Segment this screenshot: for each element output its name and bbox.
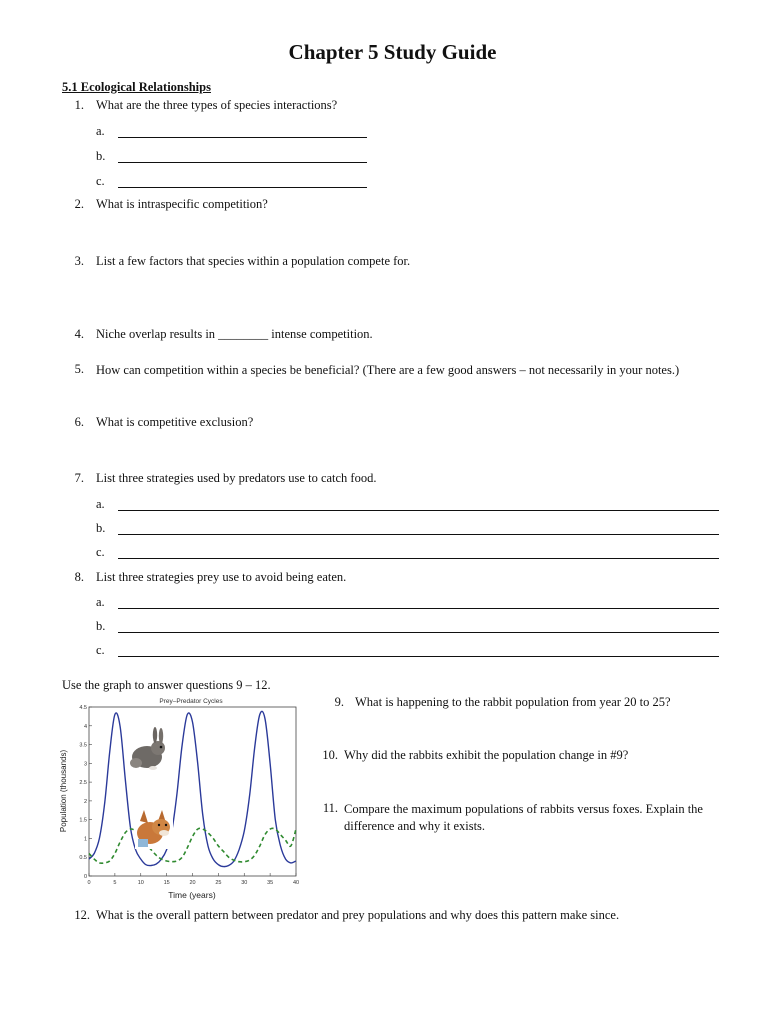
answer-line-a[interactable] xyxy=(118,137,367,138)
fox-image xyxy=(135,810,173,849)
answer-line-a[interactable] xyxy=(118,510,719,511)
question-text: Compare the maximum populations of rabbits versus foxes. Explain the difference and why it exists. xyxy=(344,802,703,833)
answer-line-b[interactable] xyxy=(118,632,719,633)
question-number: 5. xyxy=(74,362,84,376)
question-number: 3. xyxy=(74,254,84,268)
answer-letter-b: b. xyxy=(96,521,106,535)
prey-predator-graph xyxy=(58,693,302,903)
question-number: 4. xyxy=(74,327,84,341)
answer-letter-b: b. xyxy=(96,149,106,163)
question-text: Niche overlap results in ________ intense competition. xyxy=(96,327,373,341)
x-axis-label: Time (years) xyxy=(168,890,216,900)
question-number: 12. xyxy=(74,908,90,922)
y-tick-label: 2 xyxy=(83,798,87,805)
answer-line-c[interactable] xyxy=(118,187,367,188)
question-number: 2. xyxy=(74,197,84,211)
x-tick-label: 5 xyxy=(113,880,117,886)
graph-instructions: Use the graph to answer questions 9 – 12. xyxy=(62,678,271,692)
question-text: Why did the rabbits exhibit the population change in #9? xyxy=(344,748,629,762)
chart-title: Prey–Predator Cycles xyxy=(159,698,223,705)
question-number: 10. xyxy=(322,748,338,762)
answer-letter-c: c. xyxy=(96,174,105,188)
answer-letter-c: c. xyxy=(96,545,105,559)
answer-letter-a: a. xyxy=(96,497,105,511)
answer-line-b[interactable] xyxy=(118,162,367,163)
x-tick-label: 10 xyxy=(137,880,144,886)
question-text: List three strategies used by predators use to catch food. xyxy=(96,471,377,485)
answer-letter-c: c. xyxy=(96,643,105,657)
question-number: 9. xyxy=(334,695,344,709)
question-number: 7. xyxy=(74,471,84,485)
answer-line-a[interactable] xyxy=(118,608,719,609)
y-axis-label: Population (thousands) xyxy=(59,749,68,833)
question-text: What is happening to the rabbit population from year 20 to 25? xyxy=(355,695,671,709)
y-tick-label: 1.5 xyxy=(79,817,87,824)
question-text: What is the overall pattern between predator and prey populations and why does this pattern make since. xyxy=(96,908,620,922)
y-tick-label: 2.5 xyxy=(79,780,87,787)
question-number: 11. xyxy=(322,801,338,815)
x-tick-label: 15 xyxy=(163,880,170,886)
x-tick-label: 40 xyxy=(292,880,300,886)
answer-letter-a: a. xyxy=(96,595,105,609)
question-text: How can competition within a species be beneficial? (There are a few good answers – not necessarily in your notes.) xyxy=(96,363,680,377)
question-text: List three strategies prey use to avoid being eaten. xyxy=(96,570,347,584)
question-text: What is intraspecific competition? xyxy=(96,197,268,211)
prey-predator-chart xyxy=(58,693,302,903)
x-tick-label: 35 xyxy=(267,880,274,886)
answer-line-c[interactable] xyxy=(118,656,719,657)
y-tick-label: 3 xyxy=(83,761,87,768)
y-tick-label: 3.5 xyxy=(79,742,87,749)
y-tick-label: 0.5 xyxy=(79,855,87,862)
page-title: Chapter 5 Study Guide xyxy=(288,40,497,64)
x-tick-label: 25 xyxy=(215,880,222,886)
answer-letter-a: a. xyxy=(96,124,105,138)
section-heading: 5.1 Ecological Relationships xyxy=(62,80,211,94)
answer-line-b[interactable] xyxy=(118,534,719,535)
question-text: What is competitive exclusion? xyxy=(96,415,254,429)
question-text: What are the three types of species interactions? xyxy=(96,98,338,112)
question-number: 1. xyxy=(74,98,84,112)
question-number: 6. xyxy=(74,415,84,429)
answer-letter-b: b. xyxy=(96,619,106,633)
x-tick-label: 30 xyxy=(241,880,248,886)
question-text: List a few factors that species within a population compete for. xyxy=(96,254,411,268)
question-number: 8. xyxy=(74,570,84,584)
y-tick-label: 0 xyxy=(83,874,87,880)
x-tick-label: 0 xyxy=(87,880,91,886)
y-tick-label: 4 xyxy=(83,723,87,730)
answer-line-c[interactable] xyxy=(118,558,719,559)
x-tick-label: 20 xyxy=(189,880,196,886)
y-tick-label: 1 xyxy=(83,836,87,843)
y-tick-label: 4.5 xyxy=(79,705,87,711)
